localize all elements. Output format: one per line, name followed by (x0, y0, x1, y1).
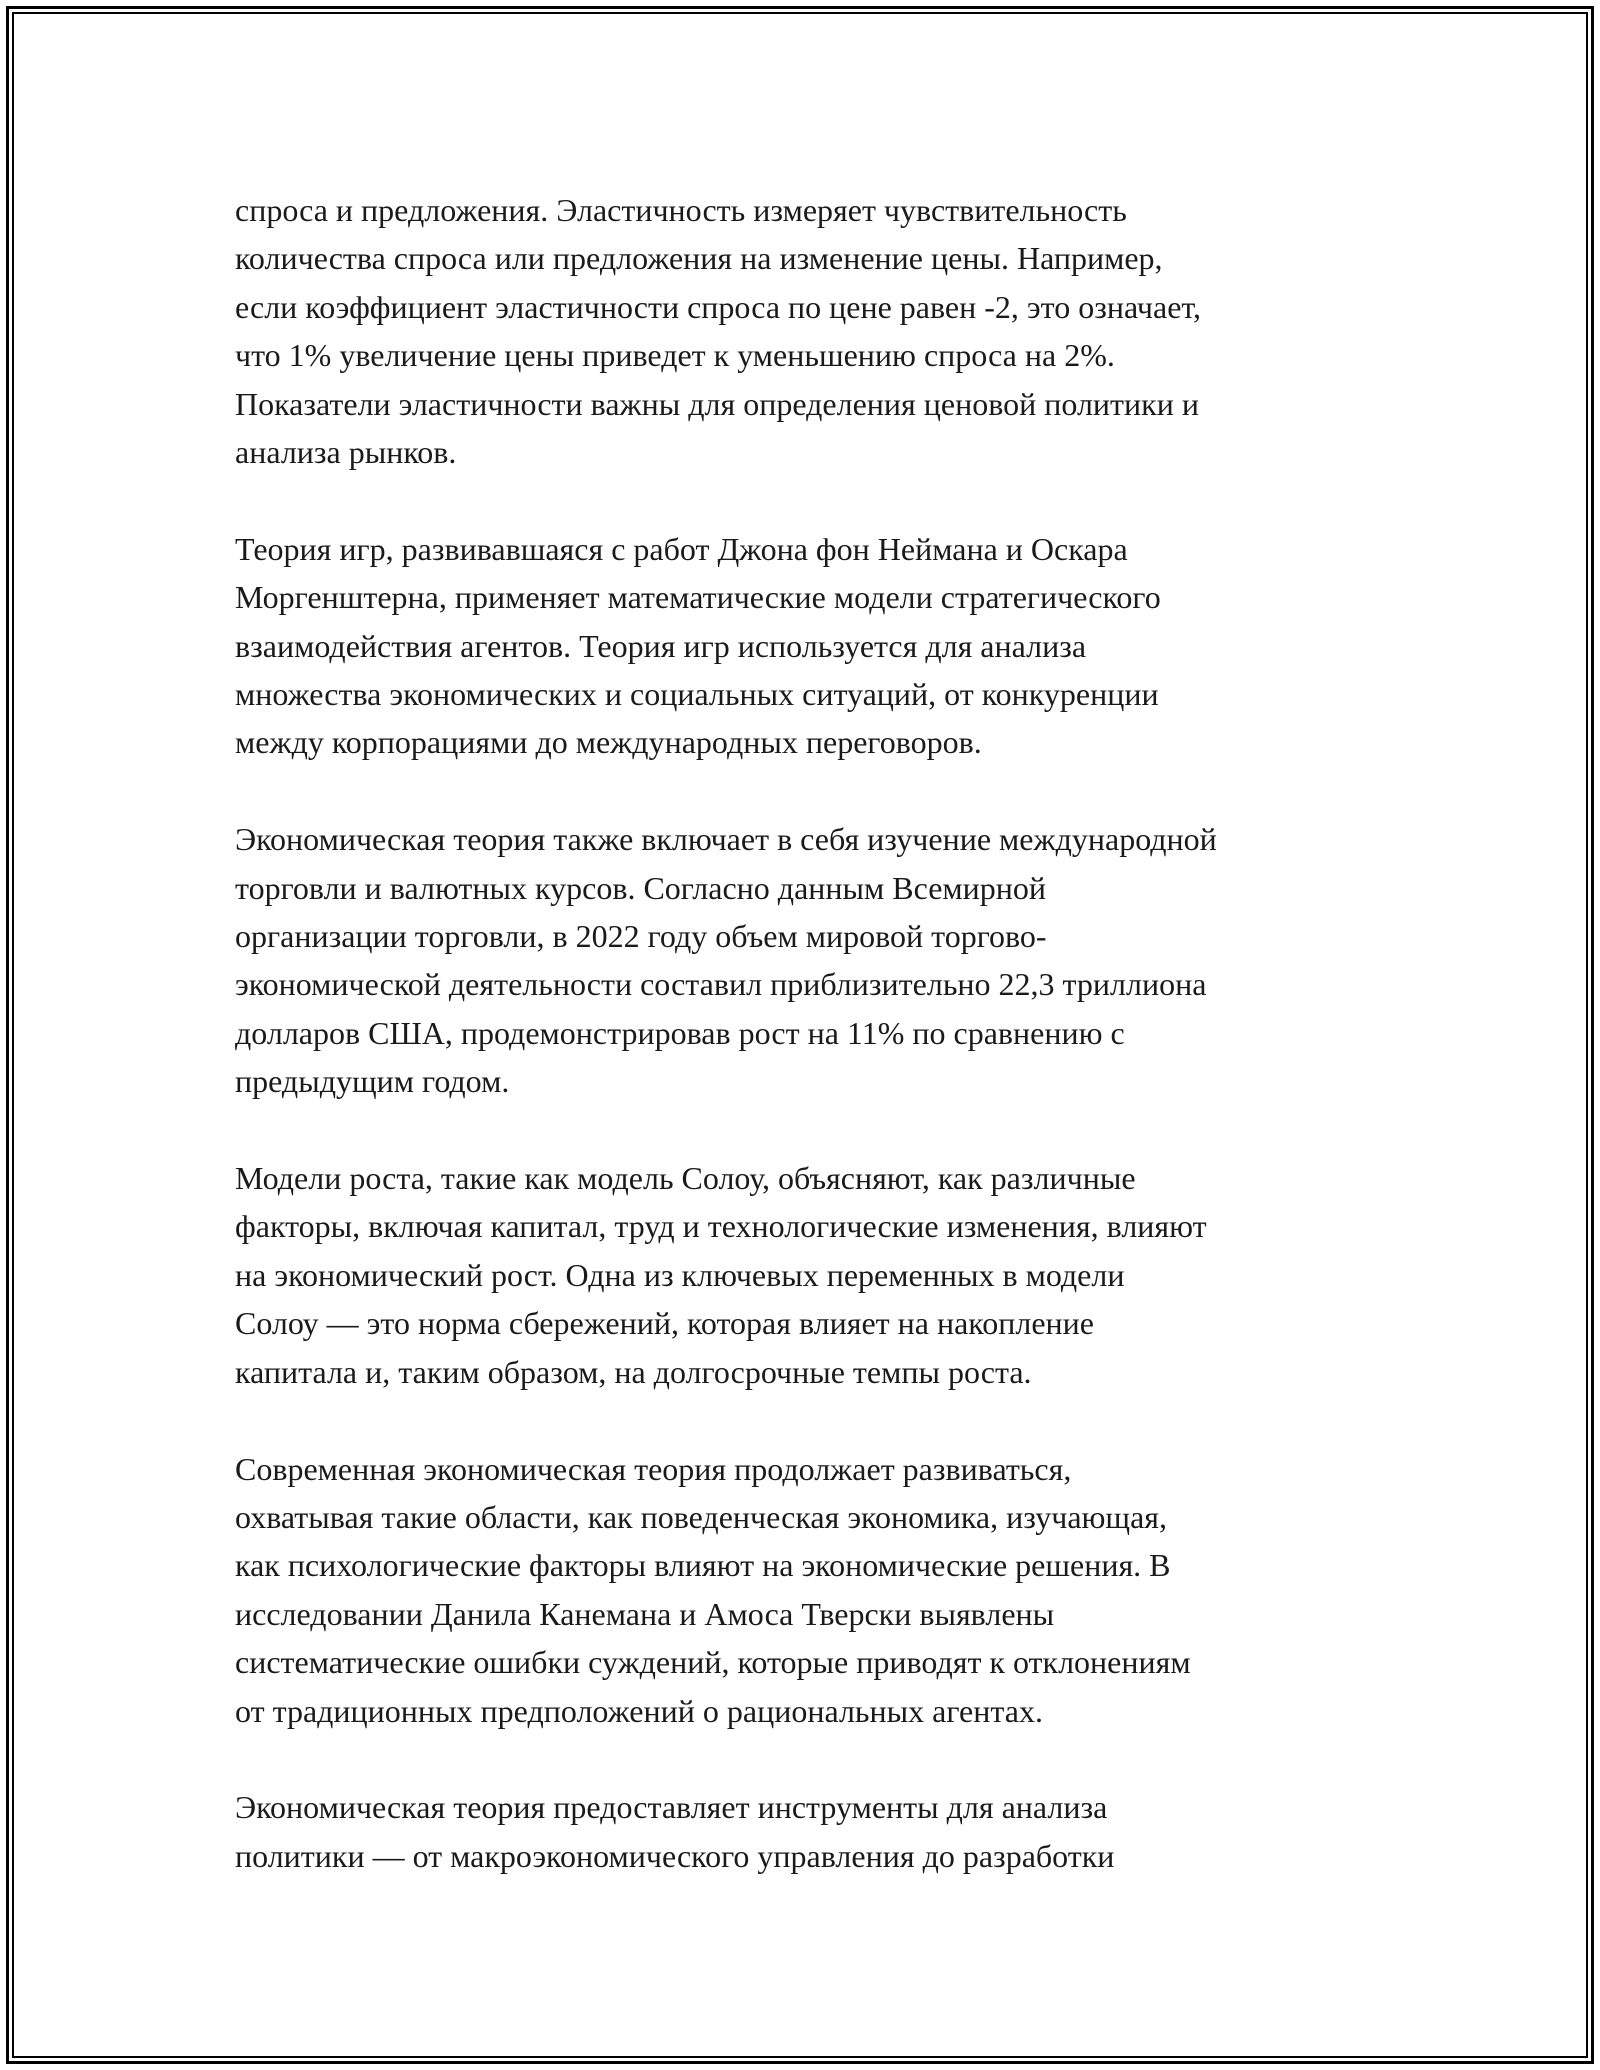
paragraph-policy-tools (235, 1783, 1405, 1880)
text-line: систематические ошибки суждений, которые приводят к отклонениям (235, 1644, 1191, 1681)
text-line: Модели роста, такие как модель Солоу, объясняют, как различные (235, 1160, 1136, 1197)
text-line: исследовании Данила Канемана и Амоса Тверски выявлены (235, 1595, 1055, 1632)
text-line: Теория игр, развивавшаяся с работ Джона фон Неймана и Оскара (235, 530, 1128, 567)
paragraph-international-trade (235, 815, 1405, 1105)
text-line: что 1% увеличение цены приведет к уменьшению спроса на 2%. (235, 337, 1115, 374)
text-line: от традиционных предположений о рациональных агентах. (235, 1692, 1043, 1729)
text-line: экономической деятельности составил приблизительно 22,3 триллиона (235, 966, 1207, 1003)
text-line: между корпорациями до международных переговоров. (235, 724, 982, 761)
text-line: Экономическая теория предоставляет инструменты для анализа (235, 1789, 1108, 1826)
text-line: Солоу — это норма сбережений, которая влияет на накопление (235, 1305, 1094, 1342)
text-line: множества экономических и социальных ситуаций, от конкуренции (235, 676, 1159, 713)
text-line: Моргенштерна, применяет математические модели стратегического (235, 579, 1161, 616)
document-body (235, 186, 1405, 1929)
paragraph-behavioral-economics (235, 1445, 1405, 1735)
text-line: Современная экономическая теория продолжает развиваться, (235, 1450, 1072, 1487)
paragraph-game-theory (235, 525, 1405, 767)
text-line: на экономический рост. Одна из ключевых переменных в модели (235, 1256, 1125, 1293)
text-line: анализа рынков. (235, 434, 457, 471)
text-line: организации торговли, в 2022 году объем мировой торгово- (235, 918, 1047, 955)
text-line: факторы, включая капитал, труд и технологические изменения, влияют (235, 1208, 1207, 1245)
text-line: долларов США, продемонстрировав рост на 11% по сравнению с (235, 1014, 1125, 1051)
text-line: спроса и предложения. Эластичность измеряет чувствительность (235, 192, 1127, 228)
text-line: как психологические факторы влияют на экономические решения. В (235, 1547, 1171, 1584)
text-line: взаимодействия агентов. Теория игр используется для анализа (235, 627, 1087, 664)
text-line: количества спроса или предложения на изменение цены. Например, (235, 240, 1163, 277)
text-line: предыдущим годом. (235, 1063, 510, 1100)
paragraph-growth-models (235, 1154, 1405, 1396)
text-line: охватывая такие области, как поведенческая экономика, изучающая, (235, 1498, 1167, 1535)
text-line: Показатели эластичности важны для определения ценовой политики и (235, 385, 1199, 422)
text-line: капитала и, таким образом, на долгосрочные темпы роста. (235, 1353, 1032, 1390)
text-line: торговли и валютных курсов. Согласно данным Всемирной (235, 869, 1047, 906)
text-line: если коэффициент эластичности спроса по цене равен -2, это означает, (235, 288, 1201, 325)
text-line: политики — от макроэкономического управления до разработки (235, 1837, 1115, 1874)
paragraph-elasticity (235, 186, 1405, 476)
text-line: Экономическая теория также включает в себя изучение международной (235, 821, 1217, 858)
